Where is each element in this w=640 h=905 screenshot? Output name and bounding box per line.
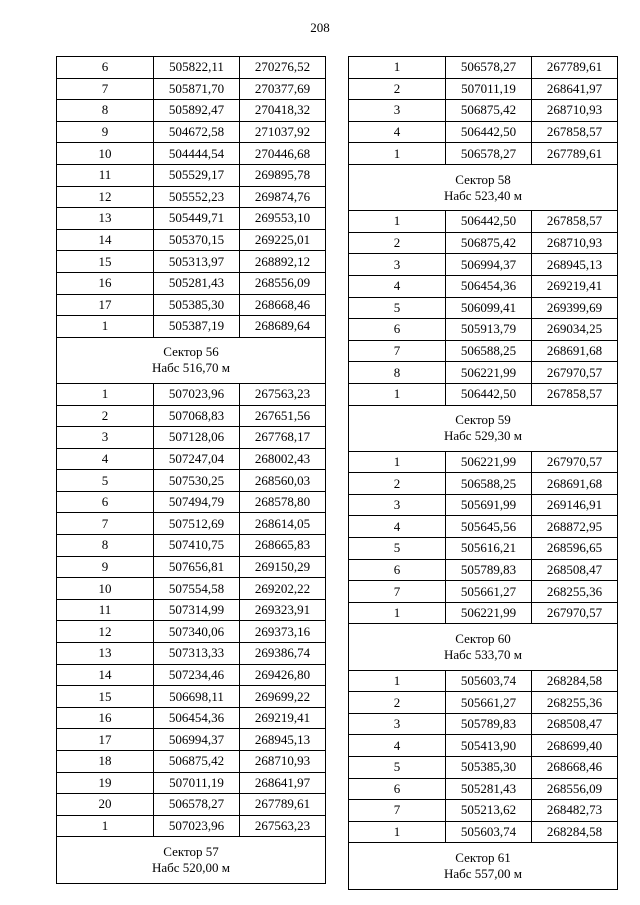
point-number-cell: 8: [57, 535, 154, 557]
y-coordinate-cell: 268699,40: [532, 735, 618, 757]
y-coordinate-cell: 268691,68: [532, 340, 618, 362]
coordinates-table-right: [348, 56, 614, 890]
y-coordinate-cell: 268002,43: [240, 448, 326, 470]
point-number-cell: 4: [349, 275, 446, 297]
point-number-cell: 3: [349, 100, 446, 122]
x-coordinate-cell: 504444,54: [154, 143, 240, 165]
y-coordinate-cell: 269895,78: [240, 164, 326, 186]
x-coordinate-cell: 505661,27: [446, 581, 532, 603]
x-coordinate-cell: 506099,41: [446, 297, 532, 319]
x-coordinate-cell: 506442,50: [446, 121, 532, 143]
point-number-cell: 5: [349, 757, 446, 779]
point-number-cell: 2: [349, 78, 446, 100]
y-coordinate-cell: 269699,22: [240, 686, 326, 708]
x-coordinate-cell: 505691,99: [446, 494, 532, 516]
y-coordinate-cell: 268614,05: [240, 513, 326, 535]
x-coordinate-cell: 505370,15: [154, 229, 240, 251]
y-coordinate-cell: 268255,36: [532, 581, 618, 603]
sector-name: Сектор 61: [455, 849, 511, 865]
y-coordinate-cell: 268508,47: [532, 559, 618, 581]
point-number-cell: 16: [57, 272, 154, 294]
x-coordinate-cell: 506588,25: [446, 473, 532, 495]
table-row: [349, 319, 618, 341]
table-row: [57, 643, 326, 665]
point-number-cell: 2: [349, 473, 446, 495]
table-row: [349, 275, 618, 297]
y-coordinate-cell: 269553,10: [240, 208, 326, 230]
y-coordinate-cell: 268668,46: [532, 757, 618, 779]
y-coordinate-cell: 271037,92: [240, 121, 326, 143]
y-coordinate-cell: 268641,97: [532, 78, 618, 100]
x-coordinate-cell: 506994,37: [154, 729, 240, 751]
y-coordinate-cell: 267789,61: [532, 143, 618, 165]
table-row: [57, 100, 326, 122]
point-number-cell: 1: [349, 383, 446, 405]
x-coordinate-cell: 505529,17: [154, 164, 240, 186]
table-row: [57, 164, 326, 186]
sector-absolute-height: Набс 529,30 м: [443, 428, 523, 444]
table-row: [349, 692, 618, 714]
table-row: [57, 383, 326, 405]
y-coordinate-cell: 267858,57: [532, 383, 618, 405]
x-coordinate-cell: 505281,43: [154, 272, 240, 294]
point-number-cell: 13: [57, 643, 154, 665]
table-row: [349, 57, 618, 79]
x-coordinate-cell: 505385,30: [154, 294, 240, 316]
y-coordinate-cell: 267789,61: [240, 794, 326, 816]
y-coordinate-cell: 268482,73: [532, 800, 618, 822]
x-coordinate-cell: 506221,99: [446, 362, 532, 384]
table-row: [57, 556, 326, 578]
point-number-cell: 2: [349, 692, 446, 714]
y-coordinate-cell: 269386,74: [240, 643, 326, 665]
table-row: [57, 535, 326, 557]
sector-header-row: [349, 164, 618, 210]
x-coordinate-cell: 507340,06: [154, 621, 240, 643]
x-coordinate-cell: 506454,36: [446, 275, 532, 297]
x-coordinate-cell: 506454,36: [154, 707, 240, 729]
sector-header-cell: [349, 405, 618, 451]
table-row: [57, 491, 326, 513]
x-coordinate-cell: 506442,50: [446, 383, 532, 405]
y-coordinate-cell: 268508,47: [532, 713, 618, 735]
sector-absolute-height: Набс 523,40 м: [443, 187, 523, 203]
point-number-cell: 1: [349, 821, 446, 843]
point-number-cell: 2: [349, 232, 446, 254]
y-coordinate-cell: 270276,52: [240, 57, 326, 79]
x-coordinate-cell: 506588,25: [446, 340, 532, 362]
y-coordinate-cell: 269150,29: [240, 556, 326, 578]
sector-header-cell: [349, 164, 618, 210]
table-row: [349, 473, 618, 495]
y-coordinate-cell: 268668,46: [240, 294, 326, 316]
x-coordinate-cell: 506578,27: [154, 794, 240, 816]
point-number-cell: 9: [57, 121, 154, 143]
point-number-cell: 1: [57, 383, 154, 405]
table-row: [57, 578, 326, 600]
y-coordinate-cell: 267970,57: [532, 362, 618, 384]
table-row: [349, 800, 618, 822]
table-row: [57, 664, 326, 686]
sector-header-cell: [57, 837, 326, 883]
y-coordinate-cell: 269426,80: [240, 664, 326, 686]
y-coordinate-cell: 268556,09: [240, 272, 326, 294]
y-coordinate-cell: 269034,25: [532, 319, 618, 341]
y-coordinate-cell: 268560,03: [240, 470, 326, 492]
x-coordinate-cell: 507011,19: [154, 772, 240, 794]
table-row: [349, 516, 618, 538]
y-coordinate-cell: 268945,13: [532, 254, 618, 276]
sector-name: Сектор 60: [455, 631, 511, 647]
y-coordinate-cell: 268710,93: [240, 751, 326, 773]
x-coordinate-cell: 505789,83: [446, 713, 532, 735]
point-number-cell: 7: [349, 581, 446, 603]
point-number-cell: 2: [57, 405, 154, 427]
y-coordinate-cell: 268892,12: [240, 251, 326, 273]
sector-name: Сектор 59: [455, 412, 511, 428]
sector-absolute-height: Набс 557,00 м: [443, 865, 523, 881]
sector-name: Сектор 57: [163, 843, 219, 859]
y-coordinate-cell: 268689,64: [240, 316, 326, 338]
point-number-cell: 3: [349, 254, 446, 276]
coordinates-table-left: [56, 56, 322, 884]
y-coordinate-cell: 268596,65: [532, 538, 618, 560]
table-row: [349, 383, 618, 405]
x-coordinate-cell: 505603,74: [446, 670, 532, 692]
y-coordinate-cell: 269219,41: [532, 275, 618, 297]
sector-header-cell: [57, 337, 326, 383]
x-coordinate-cell: 506875,42: [446, 100, 532, 122]
table-row: [57, 229, 326, 251]
x-coordinate-cell: 505603,74: [446, 821, 532, 843]
table-row: [57, 143, 326, 165]
y-coordinate-cell: 268641,97: [240, 772, 326, 794]
table-row: [349, 143, 618, 165]
x-coordinate-cell: 507011,19: [446, 78, 532, 100]
table-row: [57, 470, 326, 492]
y-coordinate-cell: 269373,16: [240, 621, 326, 643]
table-row: [349, 778, 618, 800]
point-number-cell: 17: [57, 294, 154, 316]
point-number-cell: 5: [57, 470, 154, 492]
x-coordinate-cell: 505645,56: [446, 516, 532, 538]
x-coordinate-cell: 505449,71: [154, 208, 240, 230]
table-row: [349, 340, 618, 362]
table-row: [349, 821, 618, 843]
table-row: [349, 670, 618, 692]
x-coordinate-cell: 506875,42: [446, 232, 532, 254]
table-row: [57, 707, 326, 729]
x-coordinate-cell: 507494,79: [154, 491, 240, 513]
point-number-cell: 4: [349, 121, 446, 143]
x-coordinate-cell: 505213,62: [446, 800, 532, 822]
point-number-cell: 6: [349, 778, 446, 800]
point-number-cell: 15: [57, 251, 154, 273]
x-coordinate-cell: 507234,46: [154, 664, 240, 686]
table-row: [349, 735, 618, 757]
table-row: [57, 405, 326, 427]
y-coordinate-cell: 268578,80: [240, 491, 326, 513]
table-row: [57, 208, 326, 230]
sector-absolute-height: Набс 520,00 м: [151, 859, 231, 875]
point-number-cell: 3: [57, 427, 154, 449]
table-row: [57, 448, 326, 470]
point-number-cell: 15: [57, 686, 154, 708]
point-number-cell: 6: [349, 319, 446, 341]
table-row: [349, 297, 618, 319]
table-row: [349, 78, 618, 100]
x-coordinate-cell: 507128,06: [154, 427, 240, 449]
x-coordinate-cell: 505913,79: [446, 319, 532, 341]
x-coordinate-cell: 506221,99: [446, 451, 532, 473]
x-coordinate-cell: 506578,27: [446, 143, 532, 165]
point-number-cell: 13: [57, 208, 154, 230]
y-coordinate-cell: 268710,93: [532, 232, 618, 254]
table-row: [57, 272, 326, 294]
x-coordinate-cell: 507068,83: [154, 405, 240, 427]
table-row: [57, 751, 326, 773]
x-coordinate-cell: 505822,11: [154, 57, 240, 79]
x-coordinate-cell: 507410,75: [154, 535, 240, 557]
y-coordinate-cell: 268710,93: [532, 100, 618, 122]
point-number-cell: 18: [57, 751, 154, 773]
x-coordinate-cell: 507530,25: [154, 470, 240, 492]
page-number: 208: [310, 20, 330, 35]
sector-name: Сектор 58: [455, 171, 511, 187]
y-coordinate-cell: 269323,91: [240, 599, 326, 621]
y-coordinate-cell: 267970,57: [532, 451, 618, 473]
x-coordinate-cell: 507554,58: [154, 578, 240, 600]
y-coordinate-cell: 270446,68: [240, 143, 326, 165]
point-number-cell: 1: [57, 316, 154, 338]
point-number-cell: 1: [349, 670, 446, 692]
table-row: [349, 757, 618, 779]
table-row: [57, 427, 326, 449]
point-number-cell: 7: [349, 800, 446, 822]
point-number-cell: 10: [57, 578, 154, 600]
point-number-cell: 4: [57, 448, 154, 470]
y-coordinate-cell: 270377,69: [240, 78, 326, 100]
sector-absolute-height: Набс 533,70 м: [443, 647, 523, 663]
y-coordinate-cell: 268556,09: [532, 778, 618, 800]
table-row: [57, 794, 326, 816]
y-coordinate-cell: 268255,36: [532, 692, 618, 714]
table-row: [57, 121, 326, 143]
y-coordinate-cell: 268284,58: [532, 670, 618, 692]
point-number-cell: 1: [349, 211, 446, 233]
sector-header-cell: [349, 624, 618, 670]
x-coordinate-cell: 505413,90: [446, 735, 532, 757]
x-coordinate-cell: 505871,70: [154, 78, 240, 100]
y-coordinate-cell: 269146,91: [532, 494, 618, 516]
table-row: [57, 294, 326, 316]
sector-header-row: [349, 624, 618, 670]
point-number-cell: 6: [349, 559, 446, 581]
point-number-cell: 12: [57, 621, 154, 643]
table-row: [57, 621, 326, 643]
y-coordinate-cell: 269202,22: [240, 578, 326, 600]
y-coordinate-cell: 269219,41: [240, 707, 326, 729]
point-number-cell: 4: [349, 735, 446, 757]
table-row: [349, 254, 618, 276]
sector-header-row: [57, 837, 326, 883]
y-coordinate-cell: 269874,76: [240, 186, 326, 208]
sector-header-row: [57, 337, 326, 383]
point-number-cell: 8: [349, 362, 446, 384]
table-row: [349, 559, 618, 581]
x-coordinate-cell: 507512,69: [154, 513, 240, 535]
sector-header-row: [349, 405, 618, 451]
point-number-cell: 16: [57, 707, 154, 729]
x-coordinate-cell: 505661,27: [446, 692, 532, 714]
y-coordinate-cell: 268665,83: [240, 535, 326, 557]
x-coordinate-cell: 505892,47: [154, 100, 240, 122]
x-coordinate-cell: 507656,81: [154, 556, 240, 578]
point-number-cell: 3: [349, 713, 446, 735]
y-coordinate-cell: 267858,57: [532, 121, 618, 143]
table-row: [349, 232, 618, 254]
y-coordinate-cell: 267563,23: [240, 383, 326, 405]
x-coordinate-cell: 505616,21: [446, 538, 532, 560]
point-number-cell: 8: [57, 100, 154, 122]
table-row: [57, 599, 326, 621]
x-coordinate-cell: 504672,58: [154, 121, 240, 143]
point-number-cell: 7: [57, 513, 154, 535]
table-row: [349, 538, 618, 560]
point-number-cell: 17: [57, 729, 154, 751]
table-row: [57, 513, 326, 535]
table-row: [349, 362, 618, 384]
point-number-cell: 4: [349, 516, 446, 538]
table-row: [57, 729, 326, 751]
y-coordinate-cell: 269399,69: [532, 297, 618, 319]
table-row: [349, 713, 618, 735]
table-row: [349, 211, 618, 233]
y-coordinate-cell: 267651,56: [240, 405, 326, 427]
table-row: [57, 78, 326, 100]
sector-name: Сектор 56: [163, 344, 219, 360]
table-row: [57, 316, 326, 338]
x-coordinate-cell: 505552,23: [154, 186, 240, 208]
point-number-cell: 5: [349, 297, 446, 319]
y-coordinate-cell: 267858,57: [532, 211, 618, 233]
y-coordinate-cell: 268872,95: [532, 516, 618, 538]
table-row: [57, 57, 326, 79]
y-coordinate-cell: 267768,17: [240, 427, 326, 449]
point-number-cell: 1: [349, 602, 446, 624]
point-number-cell: 5: [349, 538, 446, 560]
x-coordinate-cell: 506875,42: [154, 751, 240, 773]
x-coordinate-cell: 505281,43: [446, 778, 532, 800]
table-row: [57, 686, 326, 708]
y-coordinate-cell: 268945,13: [240, 729, 326, 751]
point-number-cell: 1: [57, 815, 154, 837]
point-number-cell: 19: [57, 772, 154, 794]
point-number-cell: 1: [349, 451, 446, 473]
table-row: [57, 186, 326, 208]
table-row: [349, 602, 618, 624]
table-row: [57, 251, 326, 273]
point-number-cell: 10: [57, 143, 154, 165]
y-coordinate-cell: 270418,32: [240, 100, 326, 122]
point-number-cell: 1: [349, 57, 446, 79]
x-coordinate-cell: 507313,33: [154, 643, 240, 665]
point-number-cell: 6: [57, 491, 154, 513]
table-row: [349, 581, 618, 603]
x-coordinate-cell: 506442,50: [446, 211, 532, 233]
point-number-cell: 1: [349, 143, 446, 165]
table-row: [57, 815, 326, 837]
y-coordinate-cell: 267970,57: [532, 602, 618, 624]
point-number-cell: 20: [57, 794, 154, 816]
point-number-cell: 6: [57, 57, 154, 79]
point-number-cell: 14: [57, 664, 154, 686]
sector-absolute-height: Набс 516,70 м: [151, 360, 231, 376]
sector-header-cell: [349, 843, 618, 889]
table-row: [349, 100, 618, 122]
point-number-cell: 12: [57, 186, 154, 208]
x-coordinate-cell: 507314,99: [154, 599, 240, 621]
x-coordinate-cell: 506578,27: [446, 57, 532, 79]
y-coordinate-cell: 267789,61: [532, 57, 618, 79]
y-coordinate-cell: 268691,68: [532, 473, 618, 495]
sector-header-row: [349, 843, 618, 889]
table-row: [349, 494, 618, 516]
x-coordinate-cell: 505387,19: [154, 316, 240, 338]
point-number-cell: 11: [57, 164, 154, 186]
x-coordinate-cell: 507023,96: [154, 815, 240, 837]
x-coordinate-cell: 506994,37: [446, 254, 532, 276]
x-coordinate-cell: 506698,11: [154, 686, 240, 708]
table-row: [349, 451, 618, 473]
point-number-cell: 11: [57, 599, 154, 621]
y-coordinate-cell: 268284,58: [532, 821, 618, 843]
y-coordinate-cell: 267563,23: [240, 815, 326, 837]
x-coordinate-cell: 506221,99: [446, 602, 532, 624]
y-coordinate-cell: 269225,01: [240, 229, 326, 251]
x-coordinate-cell: 507247,04: [154, 448, 240, 470]
table-row: [349, 121, 618, 143]
x-coordinate-cell: 507023,96: [154, 383, 240, 405]
x-coordinate-cell: 505313,97: [154, 251, 240, 273]
point-number-cell: 14: [57, 229, 154, 251]
point-number-cell: 7: [57, 78, 154, 100]
point-number-cell: 3: [349, 494, 446, 516]
point-number-cell: 9: [57, 556, 154, 578]
x-coordinate-cell: 505789,83: [446, 559, 532, 581]
table-row: [57, 772, 326, 794]
point-number-cell: 7: [349, 340, 446, 362]
x-coordinate-cell: 505385,30: [446, 757, 532, 779]
